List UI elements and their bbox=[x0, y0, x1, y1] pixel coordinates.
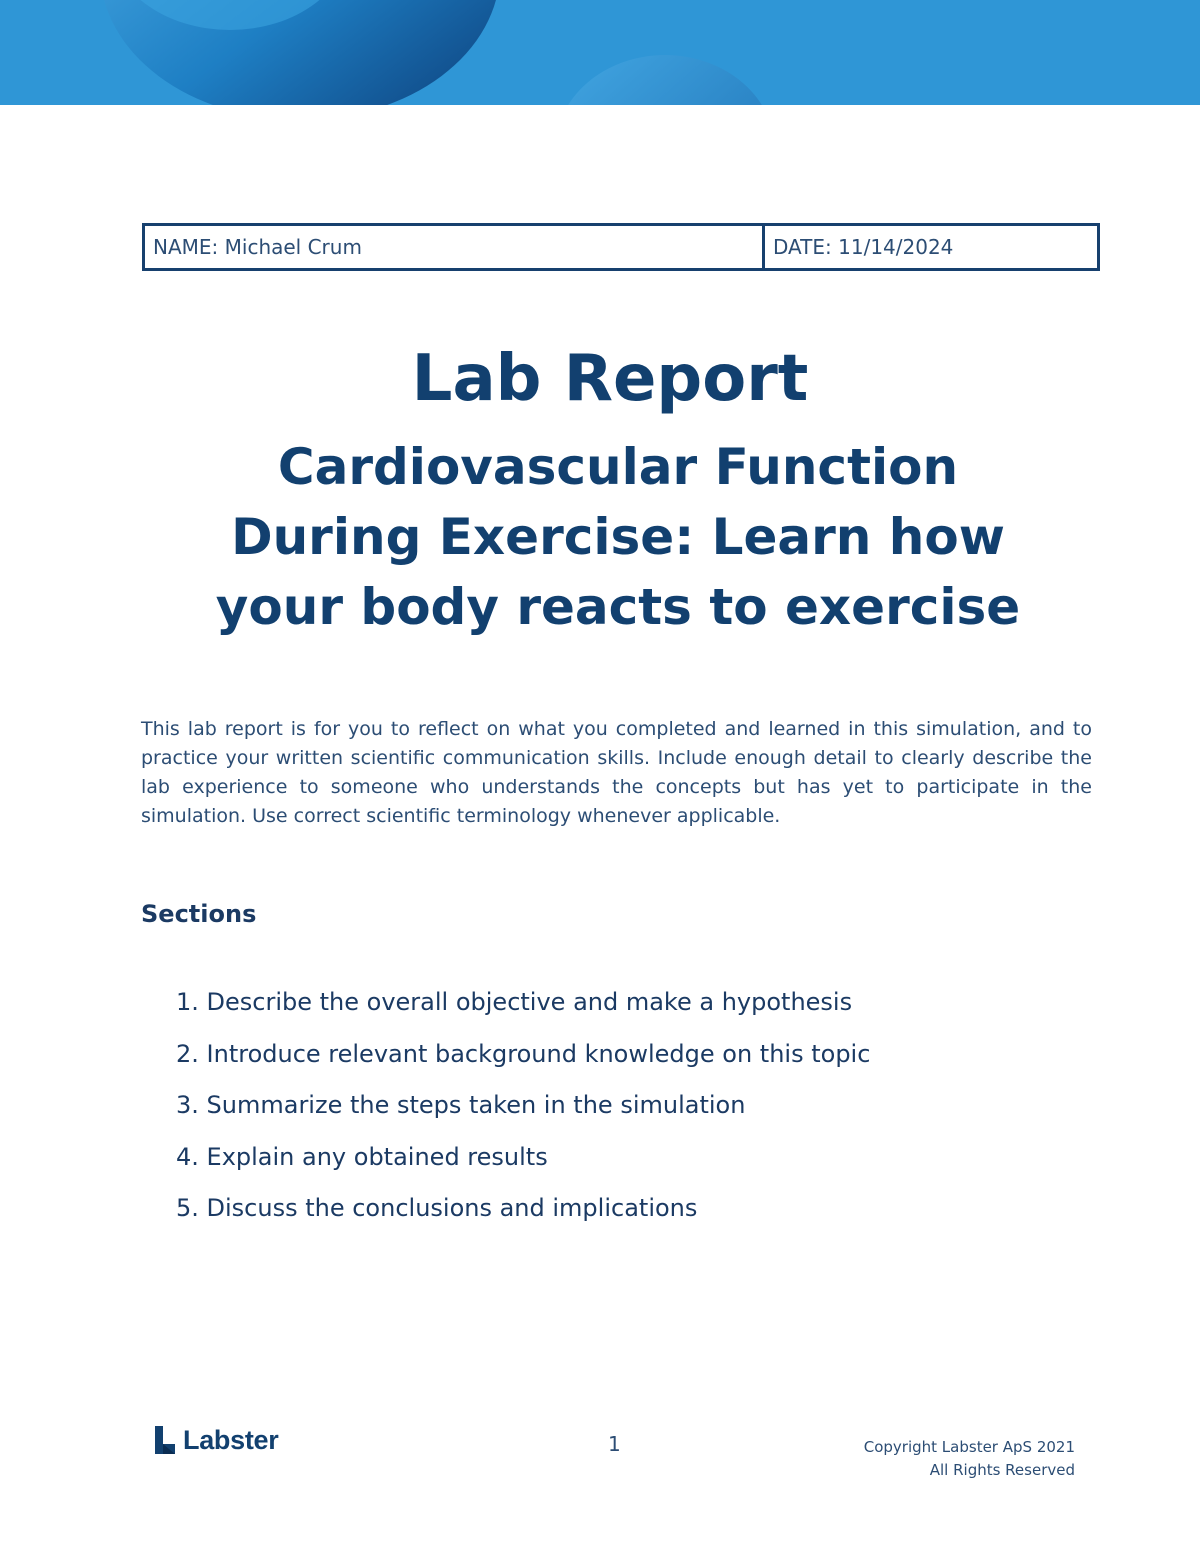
section-item: 2. Introduce relevant background knowledge on this topic bbox=[176, 1039, 871, 1068]
copyright-line: Copyright Labster ApS 2021 bbox=[863, 1438, 1075, 1456]
sections-heading: Sections bbox=[141, 900, 257, 928]
section-item: 4. Explain any obtained results bbox=[176, 1142, 548, 1171]
labster-logo-icon bbox=[152, 1424, 178, 1456]
section-item: 1. Describe the overall objective and make a hypothesis bbox=[176, 988, 853, 1016]
labster-logo bbox=[152, 1424, 278, 1456]
section-item: 5. Discuss the conclusions and implications bbox=[176, 1194, 698, 1222]
sections-list bbox=[176, 984, 870, 1242]
name-field[interactable]: NAME: Michael Crum bbox=[145, 226, 765, 268]
rights-line: All Rights Reserved bbox=[929, 1461, 1075, 1479]
section-item: 3. Summarize the steps taken in the simulation bbox=[176, 1091, 746, 1119]
document-title: Lab Report bbox=[411, 342, 809, 416]
copyright-notice bbox=[864, 1436, 1075, 1482]
labster-logo-text: Labster bbox=[183, 1424, 279, 1455]
date-field[interactable]: DATE: 11/14/2024 bbox=[773, 235, 954, 259]
document-subtitle: Cardiovascular Function During Exercise: Learn how your body reacts to exercise bbox=[215, 438, 1021, 636]
page-number: 1 bbox=[608, 1432, 621, 1456]
banner-decoration bbox=[0, 0, 1200, 105]
header-banner bbox=[0, 0, 1200, 105]
intro-paragraph: This lab report is for you to reflect on what you completed and learned in this simulation, and to practice your written scientific communication skills. Include enough detail to clearly describe the lab experience to someone who understands the concepts but has yet to participate in the simulation. Use correct scientific terminology whenever applicable. bbox=[141, 718, 1092, 827]
student-info-table bbox=[142, 223, 1100, 271]
